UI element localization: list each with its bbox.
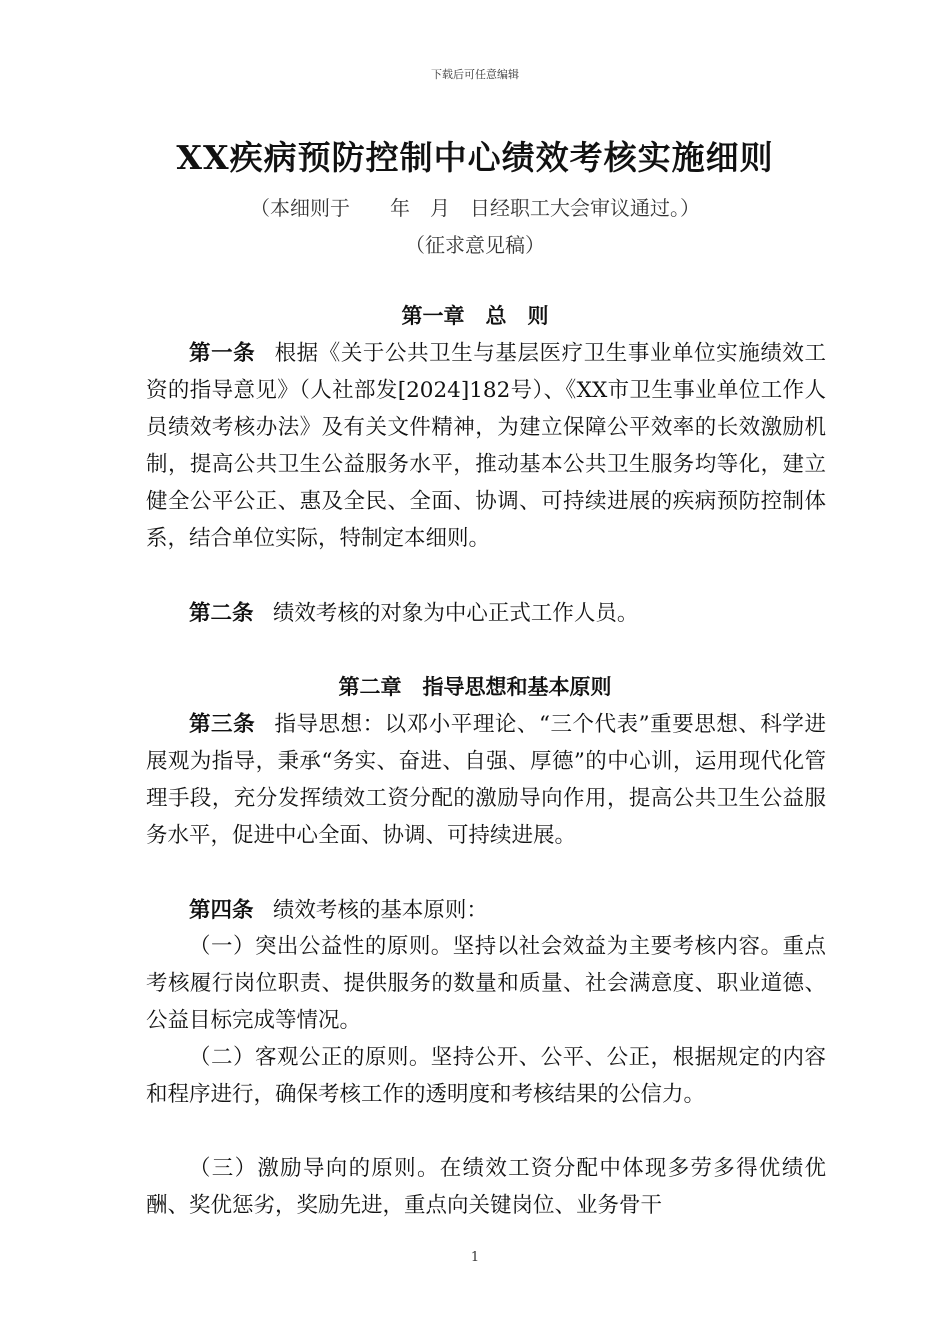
article-2-text: 绩效考核的对象为中心正式工作人员。: [272, 601, 639, 626]
principle-2-text: （二）客观公正的原则。坚持公开、公平、公正，根据规定的内容和程序进行，确保考核工作的透明度和考核结果的公信力。: [146, 1045, 826, 1107]
article-1-heading: 第一条: [189, 341, 256, 366]
article-2: [146, 595, 826, 632]
article-4: [146, 892, 826, 929]
article-3: [146, 706, 826, 854]
article-4-text: 绩效考核的基本原则：: [272, 898, 488, 923]
article-3-heading: 第三条: [189, 712, 256, 737]
document-title: XX疾病预防控制中心绩效考核实施细则: [176, 138, 774, 177]
principle-1: [146, 928, 826, 1039]
article-3-text: 指导思想：以邓小平理论、“三个代表”重要思想、科学进展观为指导，秉承“务实、奋进、自强、厚德”的中心训，运用现代化管理手段，充分发挥绩效工资分配的激励导向作用，提高公共卫生公益服务水平，促进中心全面、协调、可持续进展。: [146, 712, 826, 848]
article-1: [146, 335, 826, 557]
article-1-text: 根据《关于公共卫生与基层医疗卫生事业单位实施绩效工资的指导意见》（人社部发[2024]182号）、《XX市卫生事业单位工作人员绩效考核办法》及有关文件精神，为建立保障公平效率的长效激励机制，提高公共卫生公益服务水平，推动基本公共卫生服务均等化，建立健全公平公正、惠及全民、全面、协调、可持续进展的疾病预防控制体系，结合单位实际，特制定本细则。: [146, 341, 826, 551]
chapter-heading-2: 第二章 指导思想和基本原则: [338, 675, 612, 699]
principle-3: [146, 1150, 826, 1224]
principle-1-text: （一）突出公益性的原则。坚持以社会效益为主要考核内容。重点考核履行岗位职责、提供服务的数量和质量、社会满意度、职业道德、公益目标完成等情况。: [146, 934, 826, 1033]
article-2-heading: 第二条: [189, 601, 254, 626]
principle-3-text: （三）激励导向的原则。在绩效工资分配中体现多劳多得优绩优酬、奖优惩劣，奖励先进，重点向关键岗位、业务骨干: [146, 1156, 826, 1218]
draft-note: （征求意见稿）: [405, 233, 545, 257]
principle-2: [146, 1039, 826, 1113]
approval-note: （本细则于 年 月 日经职工大会审议通过。）: [250, 196, 700, 220]
header-note: 下载后可任意编辑: [431, 68, 519, 81]
article-4-heading: 第四条: [189, 898, 254, 923]
chapter-heading-1: 第一章 总 则: [401, 304, 549, 328]
page-number: 1: [470, 1250, 480, 1265]
